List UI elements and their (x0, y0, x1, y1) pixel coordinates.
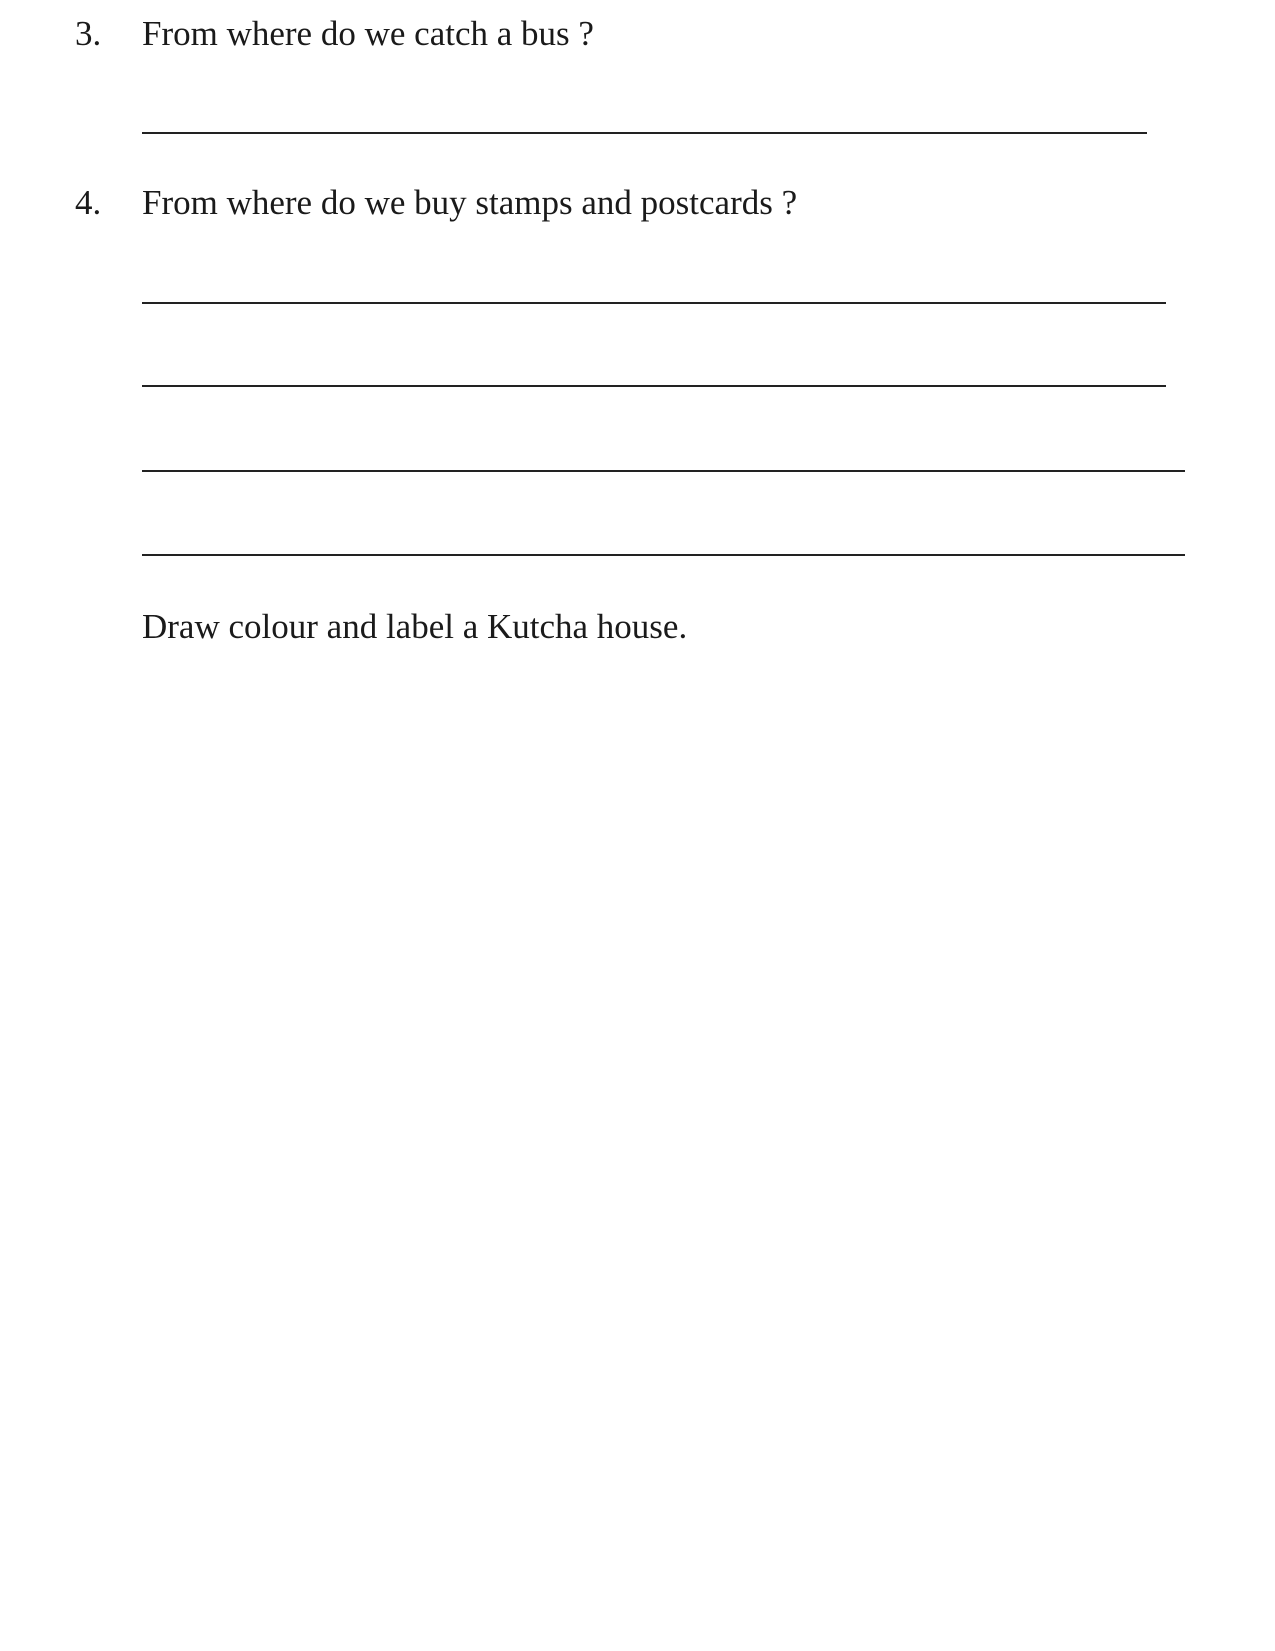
drawing-area[interactable] (142, 670, 1192, 1570)
question-4-answer-line-4[interactable] (142, 554, 1185, 556)
question-3-number: 3. (75, 14, 102, 53)
question-4-text: From where do we buy stamps and postcards ? (142, 183, 798, 222)
question-4-number: 4. (75, 183, 102, 222)
question-4-answer-line-1[interactable] (142, 302, 1166, 304)
question-4-answer-line-3[interactable] (142, 470, 1185, 472)
question-3-answer-line-1[interactable] (142, 132, 1147, 134)
drawing-instruction: Draw colour and label a Kutcha house. (142, 607, 688, 646)
question-3-text: From where do we catch a bus ? (142, 14, 594, 53)
question-4-answer-line-2[interactable] (142, 385, 1166, 387)
